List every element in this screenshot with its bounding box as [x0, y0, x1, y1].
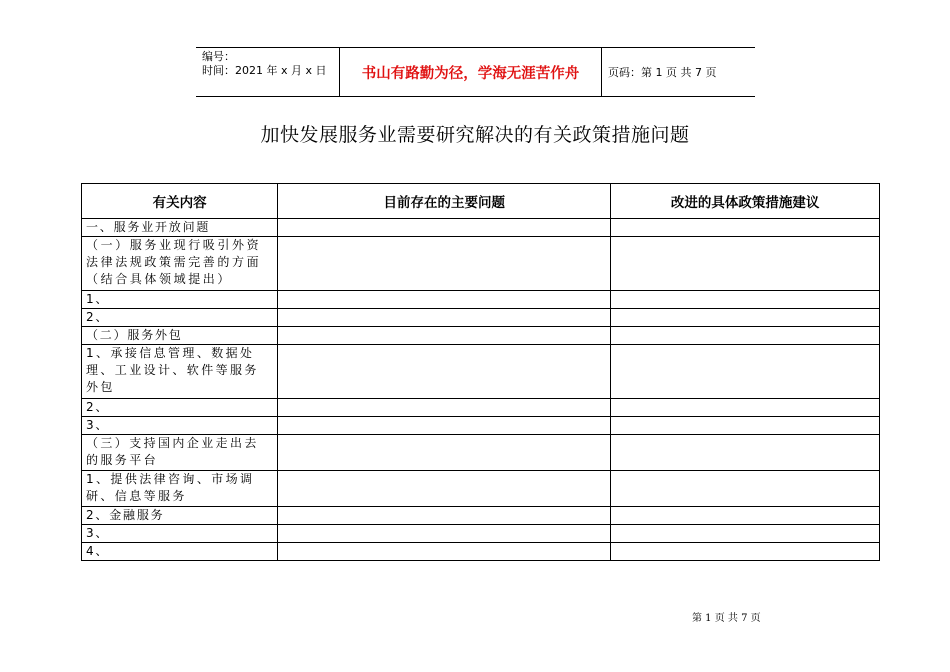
row-item: 1、: [82, 291, 278, 309]
suggestion-cell: [611, 327, 880, 345]
suggestion-cell: [611, 345, 880, 399]
table-row: [82, 219, 880, 237]
suggestion-cell: [611, 543, 880, 561]
table-row: [82, 309, 880, 327]
row-item: 3、: [82, 417, 278, 435]
row-item: 1、提供法律咨询、市场调研、信息等服务: [82, 471, 278, 507]
page-footer: 第 1 页 共 7 页: [692, 613, 761, 624]
table-row: [82, 525, 880, 543]
row-item: 3、: [82, 525, 278, 543]
problem-cell: [278, 237, 611, 291]
table-header-row: [82, 184, 880, 219]
table-row: [82, 417, 880, 435]
table-row: [82, 291, 880, 309]
table-row: [82, 399, 880, 417]
row-item: 1、承接信息管理、数据处理、工业设计、软件等服务外包: [82, 345, 278, 399]
suggestion-cell: [611, 219, 880, 237]
row-item: （三）支持国内企业走出去的服务平台: [82, 435, 278, 471]
suggestion-cell: [611, 435, 880, 471]
suggestion-cell: [611, 309, 880, 327]
problem-cell: [278, 435, 611, 471]
problem-cell: [278, 309, 611, 327]
row-item: 2、: [82, 399, 278, 417]
row-item: （一）服务业现行吸引外资法律法规政策需完善的方面（结合具体领域提出）: [82, 237, 278, 291]
row-item: 2、: [82, 309, 278, 327]
problem-cell: [278, 543, 611, 561]
problem-cell: [278, 525, 611, 543]
header-page-info: 页码：第 1 页 共 7 页: [608, 66, 717, 79]
suggestion-cell: [611, 399, 880, 417]
suggestion-cell: [611, 471, 880, 507]
document-header: [196, 47, 755, 97]
problem-cell: [278, 219, 611, 237]
problem-cell: [278, 417, 611, 435]
suggestion-cell: [611, 291, 880, 309]
table-row: [82, 237, 880, 291]
suggestion-cell: [611, 507, 880, 525]
problem-cell: [278, 507, 611, 525]
suggestion-cell: [611, 417, 880, 435]
table-row: [82, 507, 880, 525]
document-title: 加快发展服务业需要研究解决的有关政策措施问题: [260, 124, 690, 146]
row-item: （二）服务外包: [82, 327, 278, 345]
header-motto: 书山有路勤为径，学海无涯苦作舟: [361, 65, 580, 82]
problem-cell: [278, 471, 611, 507]
table-row: [82, 327, 880, 345]
time-label: 时间：2021 年 x 月 x 日: [202, 64, 327, 77]
problem-cell: [278, 291, 611, 309]
row-item: 4、: [82, 543, 278, 561]
header-divider-right: [601, 47, 602, 97]
table-row: [82, 345, 880, 399]
suggestion-cell: [611, 237, 880, 291]
row-item: 2、金融服务: [82, 507, 278, 525]
table-row: [82, 435, 880, 471]
policy-table: [81, 183, 880, 561]
table-row: [82, 471, 880, 507]
problem-cell: [278, 345, 611, 399]
row-item: 一、服务业开放问题: [82, 219, 278, 237]
column-header-content: 有关内容: [82, 184, 278, 219]
suggestion-cell: [611, 525, 880, 543]
column-header-problems: 目前存在的主要问题: [278, 184, 611, 219]
problem-cell: [278, 399, 611, 417]
header-meta: [202, 50, 327, 78]
code-label: 编号：: [202, 50, 235, 63]
table-row: [82, 543, 880, 561]
problem-cell: [278, 327, 611, 345]
column-header-suggestions: 改进的具体政策措施建议: [611, 184, 880, 219]
